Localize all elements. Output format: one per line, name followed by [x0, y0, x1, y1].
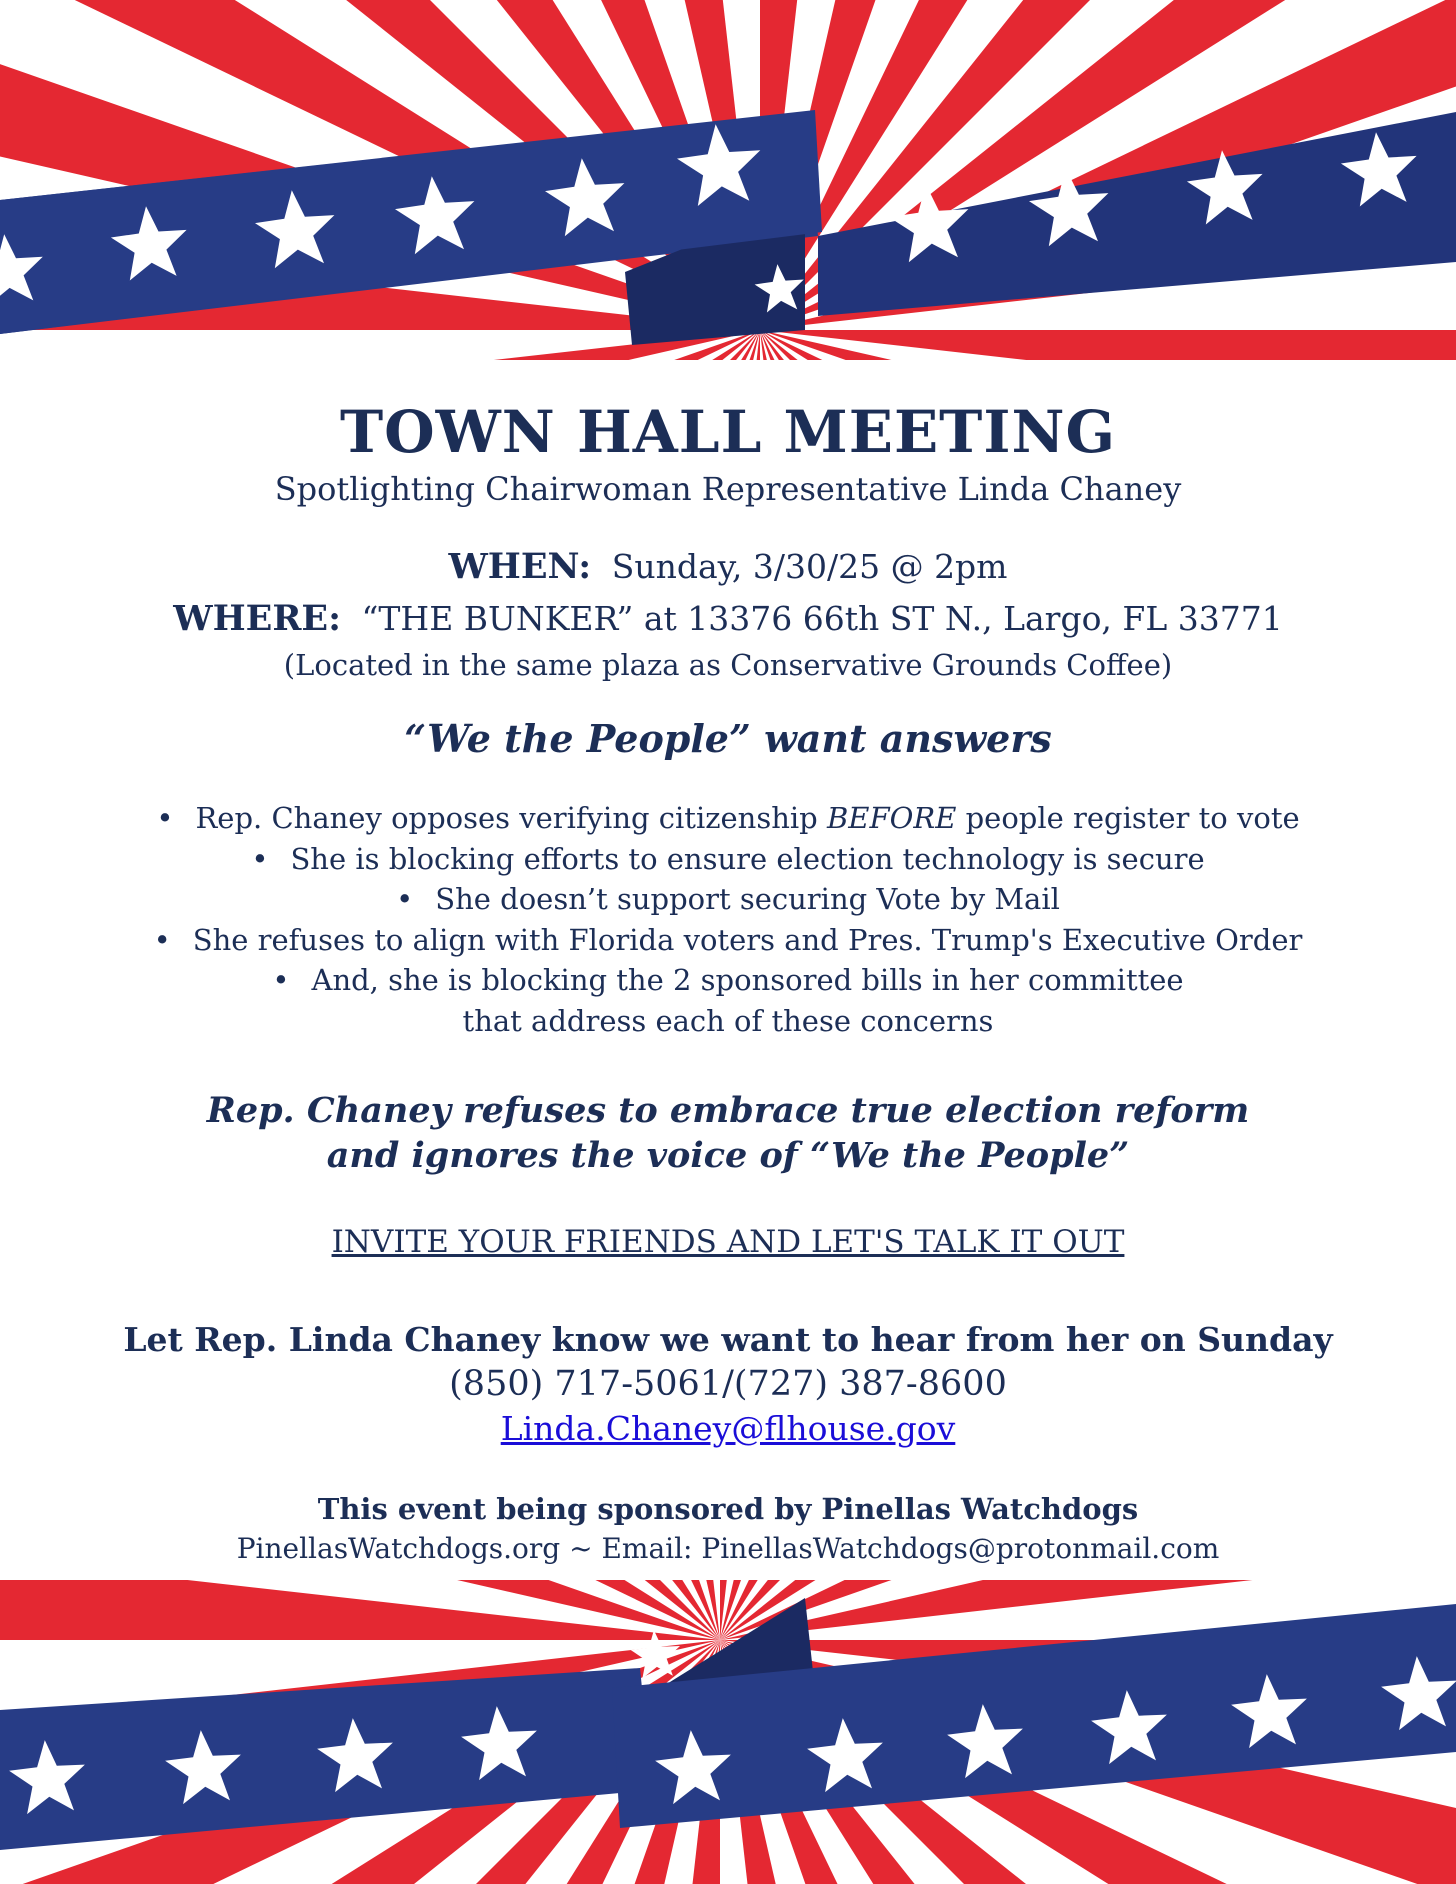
bullet-text: She is blocking efforts to ensure election technology is secure — [290, 841, 1205, 876]
when-value: Sunday, 3/30/25 @ 2pm — [611, 547, 1008, 586]
invite-text: INVITE YOUR FRIENDS AND LET'S TALK IT OUT — [331, 1224, 1125, 1260]
bullet-icon: • — [251, 841, 269, 876]
bullet-text: Rep. Chaney opposes verifying citizenship — [195, 801, 827, 835]
bullet-icon: • — [156, 801, 174, 835]
bullet-text: And, she is blocking the 2 sponsored bills in her committee — [311, 963, 1184, 997]
reform-line-1: Rep. Chaney refuses to embrace true election reform — [206, 1090, 1250, 1131]
reform-statement — [0, 1088, 1456, 1178]
page-subtitle: Spotlighting Chairwoman Representative Linda Chaney — [274, 470, 1182, 508]
bullet-text: She refuses to align with Florida voters and Pres. Trump's Executive Order — [192, 922, 1303, 957]
bullet-list — [0, 798, 1456, 1041]
when-label: WHEN: — [448, 546, 592, 587]
where-line — [0, 598, 1456, 639]
location-note: (Located in the same plaza as Conservative Grounds Coffee) — [283, 648, 1173, 682]
invite-line — [0, 1224, 1456, 1260]
where-label: WHERE: — [173, 598, 342, 639]
page-title: TOWN HALL MEETING — [339, 398, 1117, 466]
where-value: “THE BUNKER” at 13376 66th ST N., Largo, FL 33771 — [361, 599, 1283, 638]
when-line — [0, 546, 1456, 587]
reform-line-2: and ignores the voice of “We the People” — [326, 1135, 1130, 1176]
bullet-emphasis: BEFORE — [826, 801, 957, 835]
sponsor-heading: This event being sponsored by Pinellas Watchdogs — [317, 1492, 1139, 1526]
bullet-continuation: that address each of these concerns — [462, 1003, 994, 1038]
bullet-icon: • — [272, 963, 290, 997]
bullet-icon: • — [153, 922, 171, 957]
tagline: “We the People” want answers — [404, 716, 1052, 761]
bottom-flag-banner — [0, 1580, 1456, 1884]
contact-phones: (850) 717-5061/(727) 387-8600 — [449, 1364, 1007, 1404]
list-item — [0, 920, 1456, 961]
contact-heading: Let Rep. Linda Chaney know we want to hear from her on Sunday — [123, 1320, 1333, 1359]
contact-email — [0, 1409, 1456, 1448]
list-item — [0, 839, 1456, 880]
bullet-icon: • — [396, 882, 414, 916]
top-flag-banner — [0, 0, 1456, 360]
list-item — [0, 879, 1456, 920]
list-item — [0, 960, 1456, 1001]
list-item — [0, 798, 1456, 839]
bullet-text: She doesn’t support securing Vote by Mail — [435, 882, 1060, 916]
bullet-text: people register to vote — [956, 801, 1300, 835]
email-link[interactable]: Linda.Chaney@flhouse.gov — [500, 1409, 956, 1448]
sponsor-details: PinellasWatchdogs.org ~ Email: PinellasWatchdogs@protonmail.com — [236, 1532, 1220, 1565]
